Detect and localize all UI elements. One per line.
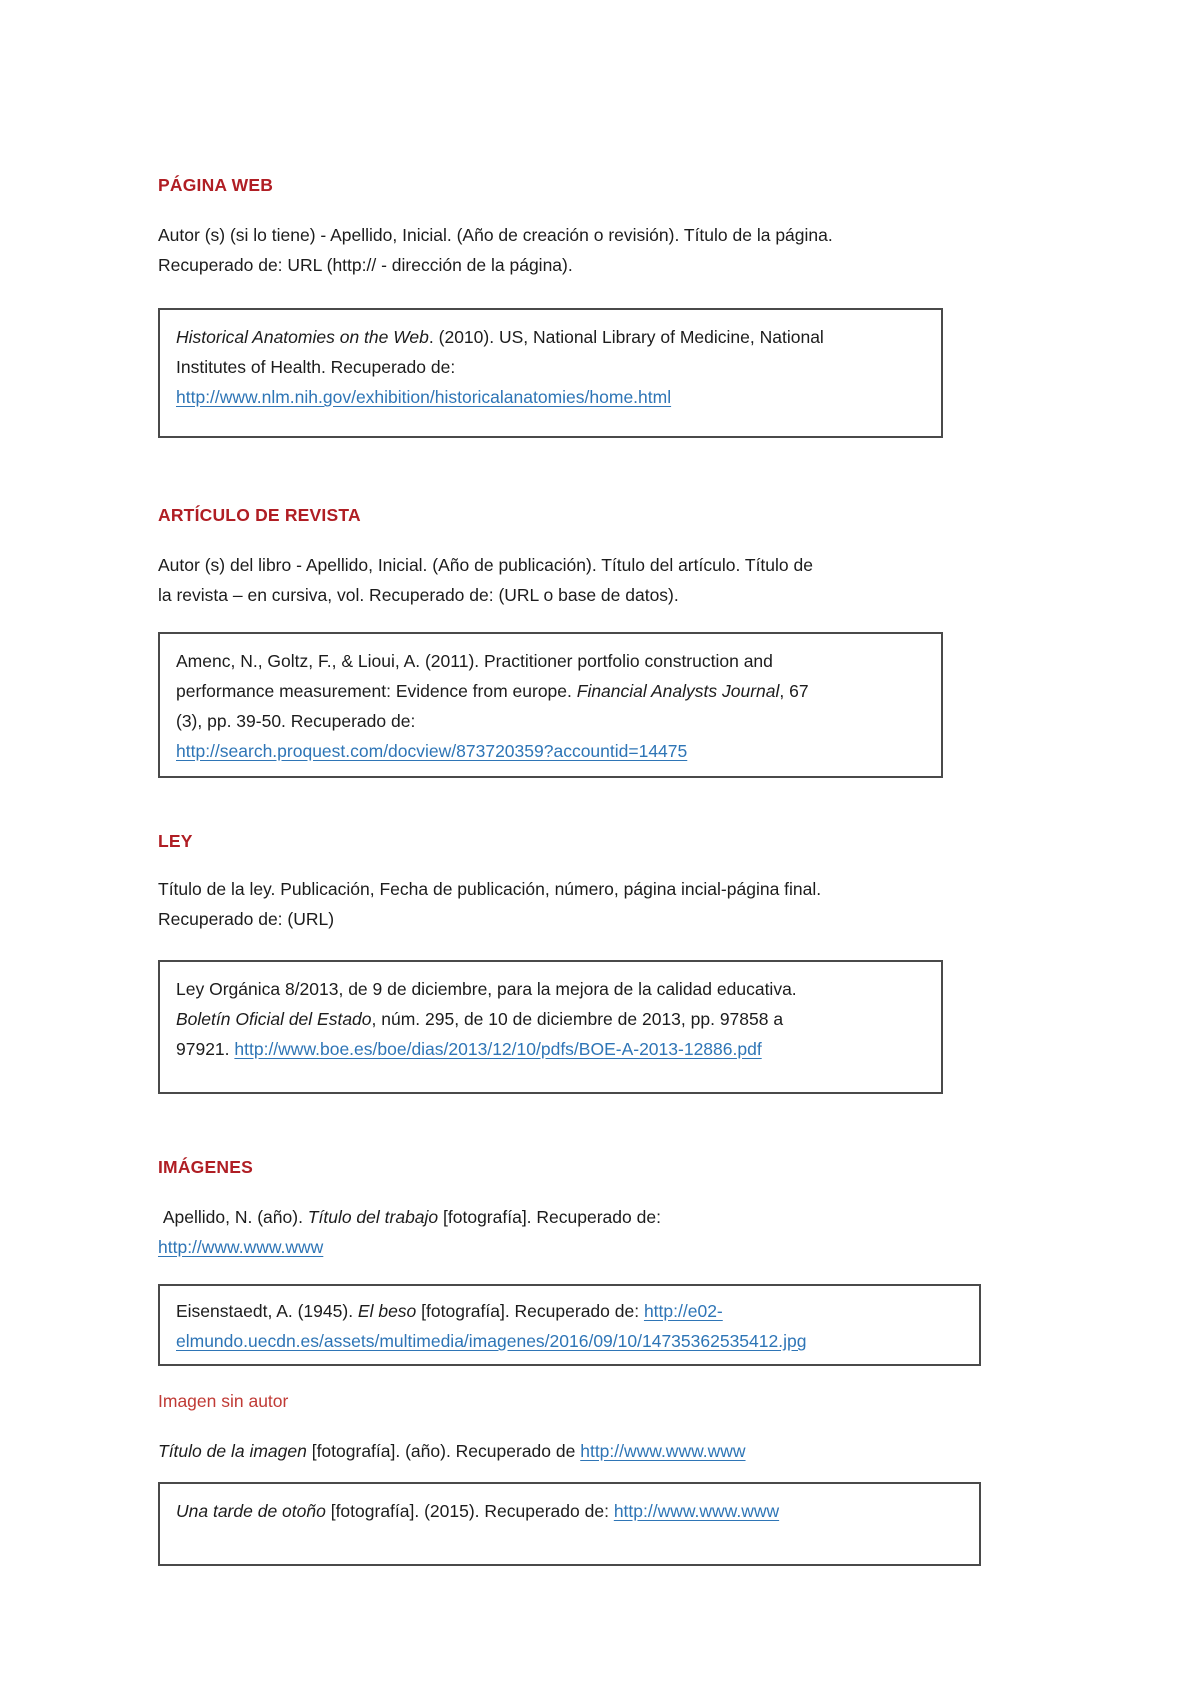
citation-format-ley [158,874,1140,934]
citation-format-imagenes [158,1202,1140,1262]
text-run: [fotografía]. (año). Recuperado de [306,1441,581,1461]
text-run: Amenc, N., Goltz, F., & Lioui, A. (2011). Practitioner portfolio construction and [176,651,773,671]
example-citation-ley [176,974,925,1064]
text-run: Institutes of Health. Recuperado de: [176,357,456,377]
text-run: Recuperado de: (URL) [158,909,335,929]
example-citation-articulo-de-revista [176,646,925,766]
example-box-imagen-sin-autor [158,1482,981,1566]
text-run: Recuperado de: URL (http:// - dirección de la página). [158,255,573,275]
italic-text: El beso [357,1301,417,1321]
hyperlink[interactable]: http://e02- [643,1301,723,1321]
italic-text: Título de la imagen [158,1441,307,1461]
section-heading-articulo-de-revista: ARTÍCULO DE REVISTA [158,505,361,525]
italic-text: Boletín Oficial del Estado [176,1009,372,1029]
example-citation-imagenes [176,1296,963,1356]
text-run: , núm. 295, de 10 de diciembre de 2013, pp. 97858 a [371,1009,784,1029]
italic-text: Historical Anatomies on the Web [176,327,429,347]
citation-format-articulo-de-revista [158,550,1140,610]
citation-format-imagen-sin-autor [158,1436,1140,1466]
text-run: Autor (s) del libro - Apellido, Inicial. (Año de publicación). Título del artículo. Título de [158,555,813,575]
hyperlink[interactable]: http://www.www.www [580,1441,746,1461]
text-run: [fotografía]. Recuperado de: [416,1301,644,1321]
text-run: Eisenstaedt, A. (1945). [176,1301,358,1321]
text-run: Título de la ley. Publicación, Fecha de publicación, número, página incial-página final. [158,879,822,899]
subheading-imagen-sin-autor: Imagen sin autor [158,1391,289,1411]
hyperlink[interactable]: http://search.proquest.com/docview/873720359?accountid=14475 [176,741,688,761]
example-box-pagina-web [158,308,943,438]
text-run: performance measurement: Evidence from europe. [176,681,577,701]
italic-text: Una tarde de otoño [176,1501,326,1521]
text-run: [fotografía]. Recuperado de: [438,1207,661,1227]
example-box-ley [158,960,943,1094]
text-run: Apellido, N. (año). [158,1207,308,1227]
text-run: Ley Orgánica 8/2013, de 9 de diciembre, para la mejora de la calidad educativa. [176,979,797,999]
example-box-imagenes [158,1284,981,1366]
citation-format-pagina-web [158,220,1140,280]
hyperlink[interactable]: http://www.www.www [613,1501,780,1521]
section-heading-pagina-web: PÁGINA WEB [158,175,274,195]
text-run: 97921. [176,1039,235,1059]
section-heading-imagenes: IMÁGENES [158,1157,253,1177]
example-citation-imagen-sin-autor [176,1496,963,1526]
hyperlink[interactable]: http://www.www.www [158,1237,324,1257]
italic-text: Financial Analysts Journal [576,681,780,701]
italic-text: Título del trabajo [307,1207,439,1227]
text-run: , 67 [779,681,809,701]
text-run: [fotografía]. (2015). Recuperado de: [325,1501,614,1521]
hyperlink[interactable]: http://www.boe.es/boe/dias/2013/12/10/pdfs/BOE-A-2013-12886.pdf [234,1039,762,1059]
text-run: . (2010). US, National Library of Medicine, National [428,327,824,347]
hyperlink[interactable]: elmundo.uecdn.es/assets/multimedia/imagenes/2016/09/10/14735362535412.jpg [176,1331,807,1351]
hyperlink[interactable]: http://www.nlm.nih.gov/exhibition/historicalanatomies/home.html [176,387,672,407]
section-heading-ley: LEY [158,831,193,851]
example-citation-pagina-web [176,322,925,412]
text-run: la revista – en cursiva, vol. Recuperado de: (URL o base de datos). [158,585,679,605]
text-run: (3), pp. 39-50. Recuperado de: [176,711,416,731]
example-box-articulo-de-revista [158,632,943,778]
text-run: Autor (s) (si lo tiene) - Apellido, Inicial. (Año de creación o revisión). Título de la página. [158,225,833,245]
